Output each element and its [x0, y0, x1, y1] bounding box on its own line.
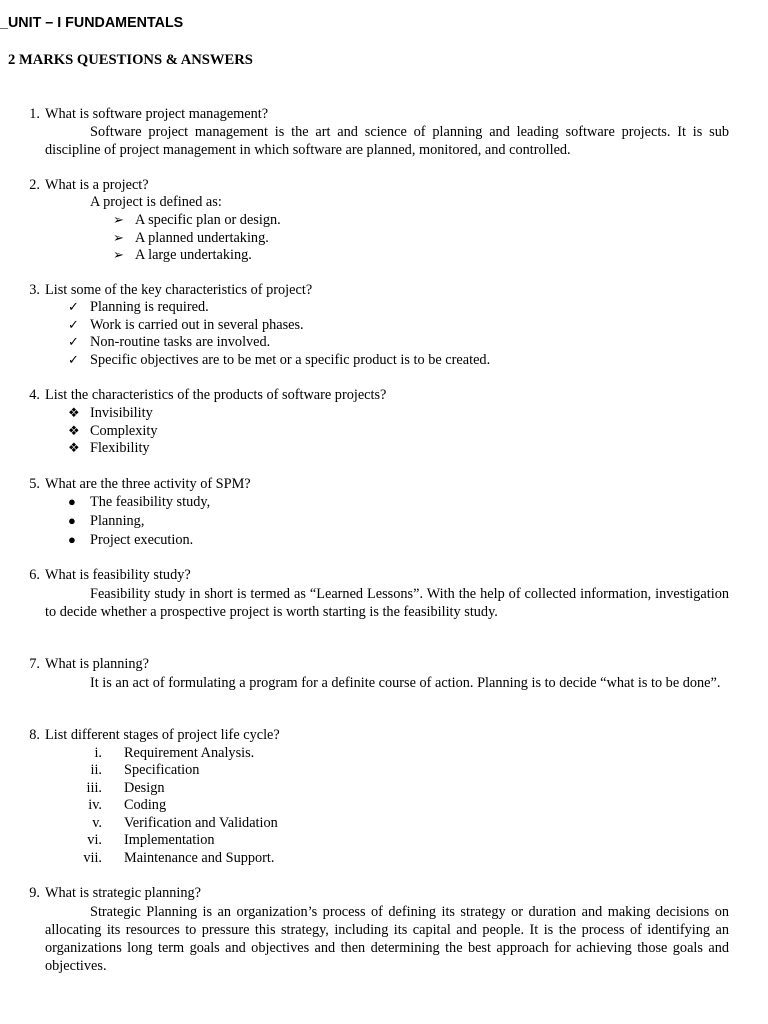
- question-number: 2.: [29, 177, 40, 193]
- list-item: Coding: [124, 797, 167, 813]
- unit-heading: _UNIT – I FUNDAMENTALS: [0, 15, 184, 31]
- answer-intro: A project is defined as:: [90, 194, 222, 210]
- four-diamond-bullet-icon: ❖: [68, 423, 80, 438]
- roman-numeral: i.: [94, 745, 102, 761]
- arrowhead-bullet-icon: ➢: [113, 212, 124, 227]
- question-text: List some of the key characteristics of project?: [45, 282, 313, 298]
- list-item: Planning is required.: [90, 299, 209, 315]
- list-item: Complexity: [90, 423, 158, 439]
- answer-paragraph: It is an act of formulating a program for a definite course of action. Planning is to decide “what is to be done”.: [90, 675, 721, 691]
- question-number: 1.: [29, 106, 40, 122]
- question-number: 3.: [29, 282, 40, 298]
- list-item: Invisibility: [90, 405, 153, 421]
- roman-numeral: iv.: [88, 797, 102, 813]
- roman-numeral: vi.: [87, 832, 102, 848]
- question-number: 4.: [29, 387, 40, 403]
- list-item: Verification and Validation: [124, 815, 278, 831]
- question-number: 6.: [29, 567, 40, 583]
- question-number: 5.: [29, 476, 40, 492]
- list-item: Implementation: [124, 832, 215, 848]
- list-item: Non-routine tasks are involved.: [90, 334, 271, 350]
- answer-paragraph: Software project management is the art and science of planning and leading software projects. It is sub discipline of project management in which software are planned, monitored, and controlled.: [45, 124, 729, 158]
- check-mark-icon: ✓: [68, 317, 79, 332]
- question-text: What is a project?: [45, 177, 149, 193]
- list-item: The feasibility study,: [90, 494, 211, 510]
- section-heading: 2 MARKS QUESTIONS & ANSWERS: [8, 52, 253, 68]
- round-bullet-icon: ●: [68, 513, 76, 528]
- check-mark-icon: ✓: [68, 299, 79, 314]
- list-item: Project execution.: [90, 532, 194, 548]
- roman-numeral: v.: [92, 815, 102, 831]
- list-item: Design: [124, 780, 165, 796]
- list-item: Planning,: [90, 513, 145, 529]
- roman-numeral: vii.: [83, 850, 102, 866]
- four-diamond-bullet-icon: ❖: [68, 440, 80, 455]
- question-text: What is strategic planning?: [45, 885, 202, 901]
- question-text: What are the three activity of SPM?: [45, 476, 251, 492]
- question-text: List the characteristics of the products of software projects?: [45, 387, 387, 403]
- check-mark-icon: ✓: [68, 352, 79, 367]
- list-item: Flexibility: [90, 440, 150, 456]
- question-text: What is feasibility study?: [45, 567, 191, 583]
- question-number: 8.: [29, 727, 40, 743]
- four-diamond-bullet-icon: ❖: [68, 405, 80, 420]
- check-mark-icon: ✓: [68, 334, 79, 349]
- question-text: List different stages of project life cycle?: [45, 727, 280, 743]
- roman-numeral: ii.: [90, 762, 102, 778]
- arrowhead-bullet-icon: ➢: [113, 230, 124, 245]
- list-item: Work is carried out in several phases.: [90, 317, 304, 333]
- question-text: What is software project management?: [45, 106, 269, 122]
- arrowhead-bullet-icon: ➢: [113, 247, 124, 262]
- list-item: Specific objectives are to be met or a specific product is to be created.: [90, 352, 491, 368]
- list-item: Maintenance and Support.: [124, 850, 275, 866]
- list-item: Specification: [124, 762, 200, 778]
- list-item: A planned undertaking.: [135, 230, 269, 246]
- round-bullet-icon: ●: [68, 494, 76, 509]
- answer-paragraph: Feasibility study in short is termed as “Learned Lessons”. With the help of collected information, investigation to decide whether a prospective project is worth starting is the feasibility study.: [45, 586, 729, 620]
- round-bullet-icon: ●: [68, 532, 76, 547]
- list-item: Requirement Analysis.: [124, 745, 255, 761]
- question-number: 7.: [29, 656, 40, 672]
- question-number: 9.: [29, 885, 40, 901]
- roman-numeral: iii.: [86, 780, 102, 796]
- list-item: A specific plan or design.: [135, 212, 281, 228]
- list-item: A large undertaking.: [135, 247, 252, 263]
- question-text: What is planning?: [45, 656, 150, 672]
- answer-paragraph: Strategic Planning is an organization’s process of defining its strategy or duration and making decisions on allocating its resources to pressure this strategy, including its capital and people. It is the process of identifying an organizations long term goals and objectives and then determining the best approach for achieving those goals and objectives.: [45, 904, 729, 974]
